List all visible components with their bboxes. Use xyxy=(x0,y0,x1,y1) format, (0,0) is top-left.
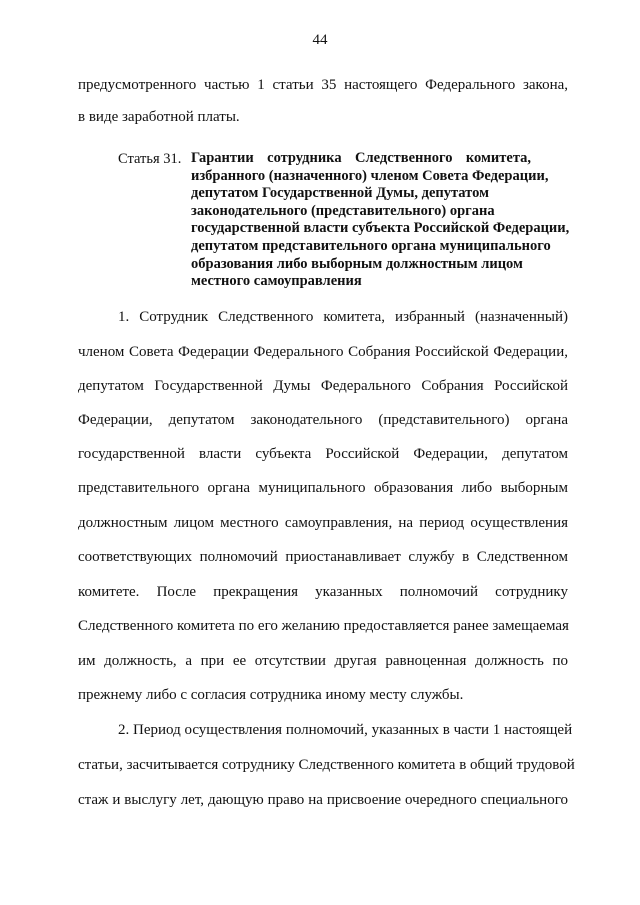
article-title-line: местного самоуправления xyxy=(191,273,362,290)
article-title-line: законодательного (представительного) органа xyxy=(191,202,495,219)
article-title-line: образования либо выборным должностным лицом xyxy=(191,255,523,272)
paragraph1-line: комитете. После прекращения указанных полномочий сотруднику xyxy=(78,584,568,600)
paragraph2-line: 2. Период осуществления полномочий, указанных в части 1 настоящей xyxy=(118,722,573,738)
paragraph1-line: соответствующих полномочий приостанавливает службу в Следственном xyxy=(78,549,568,565)
paragraph1-line: Федерации, депутатом законодательного (представительного) органа xyxy=(78,412,568,428)
article-title-line: избранного (назначенного) членом Совета Федерации, xyxy=(191,167,549,184)
article-title-line: Гарантии сотрудника Следственного комитета, xyxy=(191,150,531,166)
paragraph1-line: депутатом Государственной Думы Федерального Собрания Российской xyxy=(78,378,568,394)
paragraph1-line: представительного органа муниципального образования либо выборным xyxy=(78,480,568,496)
paragraph1-line: 1. Сотрудник Следственного комитета, избранный (назначенный) xyxy=(118,309,568,325)
paragraph1-line: членом Совета Федерации Федерального Собрания Российской Федерации, xyxy=(78,344,568,360)
article-label: Статья 31. xyxy=(118,151,182,167)
article-title-line: депутатом представительного органа муниципального xyxy=(191,237,551,254)
paragraph2-line: статьи, засчитывается сотруднику Следственного комитета в общий трудовой xyxy=(78,757,575,773)
paragraph1-line: им должность, а при ее отсутствии другая равноценная должность по xyxy=(78,653,568,669)
paragraph1-line: государственной власти субъекта Российской Федерации, депутатом xyxy=(78,446,568,462)
article-title-line: государственной власти субъекта Российской Федерации, xyxy=(191,220,570,237)
article-title-line: депутатом Государственной Думы, депутатом xyxy=(191,185,489,202)
paragraph2-line: стаж и выслугу лет, дающую право на присвоение очередного специального xyxy=(78,792,568,808)
intro-line: в виде заработной платы. xyxy=(78,109,240,125)
paragraph1-line: должностным лицом местного самоуправления, на период осуществления xyxy=(78,515,568,531)
article-title xyxy=(191,150,570,291)
paragraph1-line: Следственного комитета по его желанию предоставляется ранее замещаемая xyxy=(78,618,569,634)
intro-line: предусмотренного частью 1 статьи 35 настоящего Федерального закона, xyxy=(78,77,568,93)
page-number: 44 xyxy=(312,32,328,48)
paragraph1-line: прежнему либо с согласия сотрудника иному месту службы. xyxy=(78,687,464,703)
